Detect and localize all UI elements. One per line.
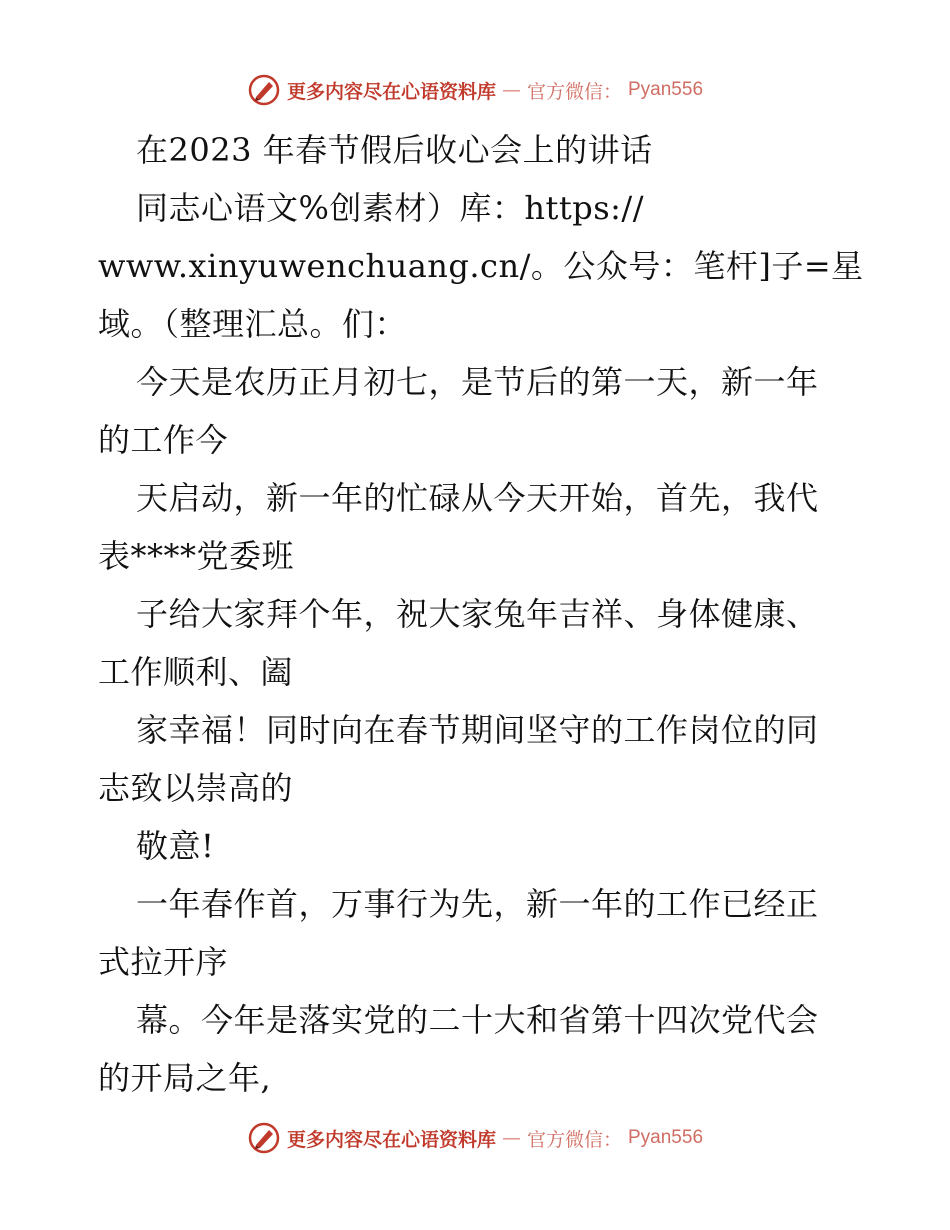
doc-line: 家幸福！同时向在春节期间坚守的工作岗位的同 (136, 711, 819, 749)
pen-logo-icon (247, 73, 281, 107)
doc-line: 志致以崇高的 (98, 769, 294, 807)
doc-line: 天启动，新一年的忙碌从今天开始，首先，我代 (136, 479, 819, 517)
doc-line: 同志心语文%创素材）库：https:// (136, 189, 644, 227)
header-banner (0, 70, 950, 110)
doc-line: 表****党委班 (98, 537, 295, 575)
doc-line: 幕。今年是落实党的二十大和省第十四次党代会 (136, 1001, 819, 1039)
doc-line: 在2023 年春节假后收心会上的讲话 (136, 131, 653, 169)
doc-line: 的工作今 (98, 421, 229, 459)
footer-banner (0, 1118, 950, 1158)
doc-line: 今天是农历正月初七，是节后的第一天，新一年 (136, 363, 819, 401)
doc-line: 一年春作首，万事行为先，新一年的工作已经正 (136, 885, 819, 923)
banner-wechat-id: Pyan556 (628, 1127, 704, 1148)
doc-line: www.xinyuwenchuang.cn/。公众号：笔杆]子=星 (98, 247, 864, 285)
pen-logo-icon (247, 1121, 281, 1155)
doc-line: 的开局之年, (98, 1059, 272, 1097)
doc-line: 敬意! (136, 827, 215, 865)
banner-wechat-label: 官方微信： (526, 1128, 622, 1151)
doc-line: 式拉开序 (98, 943, 229, 981)
doc-line: 子给大家拜个年，祝大家兔年吉祥、身体健康、 (136, 595, 819, 633)
doc-line: 工作顺利、阖 (98, 653, 294, 691)
banner-wechat-id: Pyan556 (628, 79, 704, 100)
doc-line: 域。（整理汇总。们： (98, 305, 408, 343)
banner-wechat-label: 官方微信： (526, 80, 622, 103)
banner-dash: — (501, 79, 521, 101)
banner-text: 更多内容尽在心语资料库 (286, 1128, 496, 1151)
banner-text: 更多内容尽在心语资料库 (286, 80, 496, 103)
banner-dash: — (501, 1127, 521, 1149)
